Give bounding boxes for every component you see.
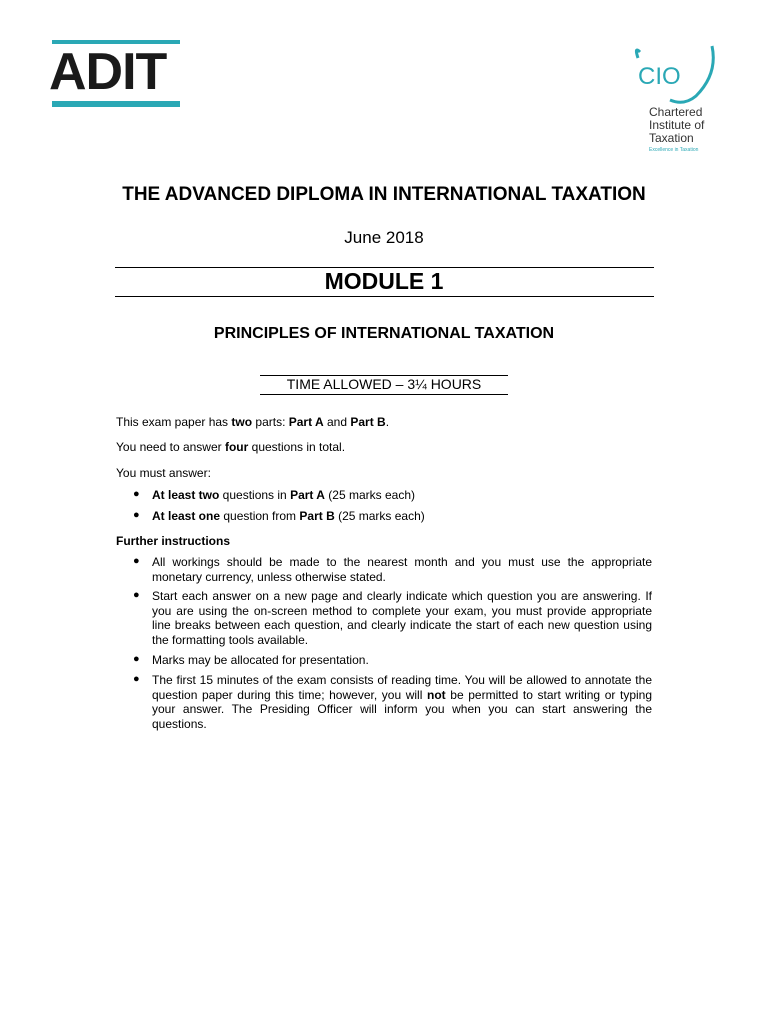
ciot-name-line-3: Taxation xyxy=(649,131,694,145)
exam-title: THE ADVANCED DIPLOMA IN INTERNATIONAL TAXATION xyxy=(122,184,646,205)
must-answer-1-bold-2: Part A xyxy=(290,488,325,502)
intro-parts-text-1: This exam paper has xyxy=(116,415,232,429)
bullet-icon: ● xyxy=(133,653,140,665)
module-title: MODULE 1 xyxy=(324,268,444,294)
intro-parts-bold-part-a: Part A xyxy=(288,415,324,429)
further-instructions-heading: Further instructions xyxy=(116,534,231,548)
intro-parts-text-4: . xyxy=(385,415,390,429)
must-answer-1-mid: questions in xyxy=(219,488,291,502)
adit-logo-text: ADIT xyxy=(49,43,167,101)
bullet-icon: ● xyxy=(133,555,140,567)
must-answer-item-2 xyxy=(152,509,652,524)
further-item-3: Marks may be allocated for presentation. xyxy=(152,653,369,667)
must-answer-2-mid: question from xyxy=(220,509,300,523)
intro-total-text-1: You need to answer xyxy=(116,440,225,454)
intro-parts-text-3: and xyxy=(323,415,351,429)
time-bottom-rule xyxy=(260,394,508,395)
intro-parts-bold-two: two xyxy=(231,415,253,429)
adit-logo xyxy=(49,40,180,110)
bullet-icon: ● xyxy=(133,673,140,685)
adit-logo-bottom-bar xyxy=(52,101,180,107)
intro-total-bold-four: four xyxy=(224,440,249,454)
further-item-4-bold-not: not xyxy=(427,687,446,702)
must-answer-2-bold-2: Part B xyxy=(299,509,335,523)
must-answer-1-bold-1: At least two xyxy=(152,488,220,502)
further-item-4 xyxy=(152,673,652,731)
further-item-2: Start each answer on a new page and clearly indicate which question you are answering. If you are using the on-screen method to complete your exam, you must provide appropriate line breaks between each question, and clearly indicate the start of each new question using the formatting tools available. xyxy=(152,589,652,647)
intro-parts xyxy=(116,415,656,430)
ciot-name-line-1: Chartered xyxy=(649,105,703,119)
exam-date: June 2018 xyxy=(344,228,424,247)
must-answer-2-tail: (25 marks each) xyxy=(334,509,425,523)
intro-total-text-2: questions in total. xyxy=(248,440,346,454)
ciot-tagline: Excellence in Taxation xyxy=(649,147,699,153)
must-answer-2-bold-1: At least one xyxy=(152,509,221,523)
ciot-mark-text: CIO xyxy=(638,63,681,90)
must-answer-item-1 xyxy=(152,488,652,503)
must-answer-1-tail: (25 marks each) xyxy=(324,488,415,502)
intro-parts-bold-part-b: Part B xyxy=(350,415,386,429)
module-bottom-rule xyxy=(115,296,654,297)
further-item-4-text-1: The first 15 minutes of the exam consists of reading time. You will be allowed to annotate the question paper during this time; however, you will xyxy=(152,673,652,702)
ciot-name-line-2: Institute of xyxy=(649,118,705,132)
time-allowed: TIME ALLOWED – 3¼ HOURS xyxy=(286,376,482,392)
ciot-owl-mark-icon xyxy=(626,44,716,104)
bullet-icon: ● xyxy=(133,509,140,521)
bullet-icon: ● xyxy=(133,488,140,500)
bullet-icon: ● xyxy=(133,589,140,601)
further-item-4-text-2: be permitted to start writing or typing your answer. The Presiding Officer will inform you when you can start answering the questions. xyxy=(152,687,653,731)
ciot-name xyxy=(649,106,704,145)
intro-total xyxy=(116,440,656,455)
further-item-1: All workings should be made to the nearest month and you must use the appropriate monetary currency, unless otherwise stated. xyxy=(152,555,652,584)
intro-parts-text-2: parts: xyxy=(252,415,289,429)
ciot-logo xyxy=(620,44,720,156)
paper-subtitle: PRINCIPLES OF INTERNATIONAL TAXATION xyxy=(213,325,555,342)
intro-must-answer: You must answer: xyxy=(116,466,211,480)
